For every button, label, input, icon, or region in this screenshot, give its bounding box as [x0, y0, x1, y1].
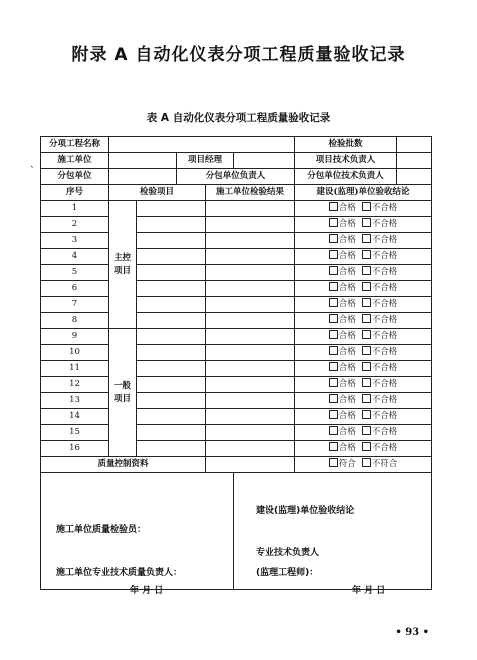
result-cell[interactable] — [206, 233, 295, 249]
result-cell[interactable] — [206, 361, 295, 377]
contractor-label: 施工单位 — [41, 153, 109, 169]
checkbox-label: 不合格 — [371, 283, 398, 293]
project-manager-label: 项目经理 — [177, 153, 234, 169]
signature-date-left: 年 月 日 — [130, 586, 164, 596]
checkbox-label: 合格 — [338, 411, 356, 421]
checkbox-label: 不合格 — [371, 331, 398, 341]
checkbox-option[interactable] — [362, 298, 398, 311]
row-seq: 1 — [41, 201, 109, 217]
checkbox-option[interactable] — [362, 426, 398, 439]
item-cell[interactable] — [137, 377, 206, 393]
row-seq: 3 — [41, 233, 109, 249]
checkbox-icon[interactable] — [329, 234, 338, 243]
conclusion-cell — [295, 361, 432, 377]
table-row — [41, 313, 432, 329]
checkbox-label: 不合格 — [371, 411, 398, 421]
checkbox-label: 不合格 — [371, 379, 398, 389]
checkbox-icon[interactable] — [362, 282, 371, 291]
conclusion-cell — [295, 393, 432, 409]
table-row — [41, 281, 432, 297]
checkbox-icon[interactable] — [362, 234, 371, 243]
item-cell[interactable] — [137, 265, 206, 281]
checkbox-icon[interactable] — [362, 202, 371, 211]
checkbox-option[interactable] — [329, 378, 356, 391]
result-cell[interactable] — [206, 217, 295, 233]
checkbox-icon[interactable] — [362, 378, 371, 387]
table-row — [41, 409, 432, 425]
item-cell[interactable] — [137, 361, 206, 377]
sub-lead-label: 分包单位负责人 — [177, 169, 295, 185]
result-cell[interactable] — [206, 441, 295, 457]
conclusion-cell — [295, 201, 432, 217]
conclusion-cell — [295, 265, 432, 281]
checkbox-option[interactable] — [362, 330, 398, 343]
table-row — [41, 361, 432, 377]
checkbox-icon[interactable] — [329, 346, 338, 355]
checkbox-option[interactable] — [329, 410, 356, 423]
table-row — [41, 265, 432, 281]
row-seq: 4 — [41, 249, 109, 265]
table-row — [41, 329, 432, 345]
checkbox-label: 合格 — [338, 251, 356, 261]
table-row — [41, 425, 432, 441]
item-cell[interactable] — [137, 409, 206, 425]
checkbox-label: 不合格 — [371, 443, 398, 453]
group-label: 主控项目 — [113, 252, 131, 276]
conclusion-cell — [295, 297, 432, 313]
result-cell[interactable] — [206, 313, 295, 329]
margin-mark: 、 — [30, 160, 40, 170]
checkbox-icon[interactable] — [329, 298, 338, 307]
checkbox-option[interactable] — [362, 378, 398, 391]
checkbox-icon[interactable] — [362, 410, 371, 419]
checkbox-option[interactable] — [329, 298, 356, 311]
item-cell[interactable] — [137, 281, 206, 297]
project-name-label: 分项工程名称 — [41, 137, 109, 153]
checkbox-label: 不合格 — [371, 315, 398, 325]
checkbox-icon[interactable] — [362, 298, 371, 307]
qc-label: 质量控制资料 — [41, 457, 206, 473]
row-seq: 11 — [41, 361, 109, 377]
page-number: • 93 • — [395, 627, 429, 638]
checkbox-label: 合格 — [338, 395, 356, 405]
checkbox-option[interactable] — [362, 410, 398, 423]
table-caption: 表 A 自动化仪表分项工程质量验收记录 — [146, 112, 331, 124]
batch-count-label: 检验批数 — [295, 137, 397, 153]
result-cell[interactable] — [206, 249, 295, 265]
checkbox-icon[interactable] — [329, 442, 338, 451]
table-row — [41, 249, 432, 265]
checkbox-label: 合格 — [338, 283, 356, 293]
row-seq: 12 — [41, 377, 109, 393]
checkbox-option[interactable] — [329, 250, 356, 263]
checkbox-option[interactable] — [362, 314, 398, 327]
checkbox-option[interactable] — [329, 202, 356, 215]
signature-date-right: 年 月 日 — [352, 586, 386, 596]
item-cell[interactable] — [137, 313, 206, 329]
checkbox-option[interactable] — [329, 394, 356, 407]
result-cell[interactable] — [206, 409, 295, 425]
row-seq: 2 — [41, 217, 109, 233]
contractor-field[interactable] — [109, 153, 177, 169]
group-general — [109, 329, 137, 457]
sub-tech-lead-label: 分包单位技术负责人 — [295, 169, 397, 185]
checkbox-label: 不符合 — [371, 459, 398, 469]
checkbox-option[interactable] — [362, 458, 398, 471]
conclusion-cell — [295, 313, 432, 329]
checkbox-icon[interactable] — [329, 266, 338, 275]
checkbox-icon[interactable] — [329, 394, 338, 403]
checkbox-option[interactable] — [329, 458, 356, 471]
supervisor-conclusion-header: 建设(监理)单位验收结论 — [295, 185, 432, 201]
checkbox-label: 合格 — [338, 379, 356, 389]
result-cell[interactable] — [206, 329, 295, 345]
item-cell[interactable] — [137, 425, 206, 441]
checkbox-option[interactable] — [329, 346, 356, 359]
signature-engineer-label: (监理工程师)： — [256, 568, 319, 578]
checkbox-label: 合格 — [338, 203, 356, 213]
checkbox-icon[interactable] — [329, 250, 338, 259]
table-row — [41, 441, 432, 457]
row-seq: 6 — [41, 281, 109, 297]
item-cell[interactable] — [137, 201, 206, 217]
table-row — [41, 233, 432, 249]
checkbox-label: 不合格 — [371, 203, 398, 213]
result-cell[interactable] — [206, 281, 295, 297]
checkbox-label: 不合格 — [371, 299, 398, 309]
item-cell[interactable] — [137, 345, 206, 361]
item-cell[interactable] — [137, 233, 206, 249]
checkbox-label: 合格 — [338, 331, 356, 341]
checkbox-label: 合格 — [338, 427, 356, 437]
checkbox-option[interactable] — [329, 234, 356, 247]
row-seq: 9 — [41, 329, 109, 345]
checkbox-icon[interactable] — [329, 218, 338, 227]
table-row — [41, 297, 432, 313]
result-cell[interactable] — [206, 201, 295, 217]
conclusion-cell — [295, 233, 432, 249]
checkbox-label: 合格 — [338, 315, 356, 325]
checkbox-option[interactable] — [329, 266, 356, 279]
project-name-field[interactable] — [109, 137, 295, 153]
item-cell[interactable] — [137, 393, 206, 409]
result-cell[interactable] — [206, 393, 295, 409]
batch-count-field[interactable] — [397, 137, 432, 153]
group-label: 一般项目 — [113, 380, 131, 404]
checkbox-option[interactable] — [362, 218, 398, 231]
conclusion-cell — [295, 377, 432, 393]
checkbox-option[interactable] — [329, 442, 356, 455]
item-cell[interactable] — [137, 441, 206, 457]
checkbox-option[interactable] — [362, 234, 398, 247]
checkbox-label: 合格 — [338, 443, 356, 453]
checkbox-icon[interactable] — [329, 362, 338, 371]
contractor-result-header: 施工单位检验结果 — [206, 185, 295, 201]
signature-supervisor-tech-label: 专业技术负责人 — [256, 548, 320, 558]
conclusion-cell — [295, 457, 432, 473]
item-header: 检验项目 — [109, 185, 206, 201]
row-seq: 10 — [41, 345, 109, 361]
checkbox-icon[interactable] — [362, 250, 371, 259]
item-cell[interactable] — [137, 297, 206, 313]
table-row — [41, 345, 432, 361]
checkbox-icon[interactable] — [329, 314, 338, 323]
checkbox-label: 符合 — [338, 459, 356, 469]
sub-tech-lead-field[interactable] — [397, 169, 432, 185]
checkbox-icon[interactable] — [362, 442, 371, 451]
checkbox-option[interactable] — [329, 218, 356, 231]
result-cell[interactable] — [206, 377, 295, 393]
row-seq: 13 — [41, 393, 109, 409]
conclusion-cell — [295, 345, 432, 361]
checkbox-label: 不合格 — [371, 363, 398, 373]
group-main — [109, 201, 137, 329]
tech-lead-field[interactable] — [397, 153, 432, 169]
checkbox-icon[interactable] — [329, 426, 338, 435]
result-cell[interactable] — [206, 265, 295, 281]
table-row — [41, 377, 432, 393]
conclusion-cell — [295, 329, 432, 345]
project-manager-field[interactable] — [234, 153, 295, 169]
checkbox-icon[interactable] — [329, 282, 338, 291]
conclusion-cell — [295, 425, 432, 441]
item-cell[interactable] — [137, 217, 206, 233]
row-seq: 8 — [41, 313, 109, 329]
checkbox-option[interactable] — [362, 394, 398, 407]
table-row — [41, 393, 432, 409]
checkbox-icon[interactable] — [362, 394, 371, 403]
row-seq: 14 — [41, 409, 109, 425]
checkbox-label: 合格 — [338, 347, 356, 357]
conclusion-cell — [295, 281, 432, 297]
checkbox-option[interactable] — [362, 346, 398, 359]
checkbox-label: 合格 — [338, 235, 356, 245]
tech-lead-label: 项目技术负责人 — [295, 153, 397, 169]
checkbox-option[interactable] — [362, 362, 398, 375]
checkbox-label: 不合格 — [371, 427, 398, 437]
checkbox-label: 合格 — [338, 219, 356, 229]
checkbox-option[interactable] — [362, 282, 398, 295]
checkbox-label: 合格 — [338, 267, 356, 277]
checkbox-icon[interactable] — [362, 266, 371, 275]
qc-result-cell[interactable] — [206, 457, 295, 473]
row-seq: 15 — [41, 425, 109, 441]
checkbox-label: 合格 — [338, 363, 356, 373]
checkbox-option[interactable] — [329, 426, 356, 439]
checkbox-icon[interactable] — [329, 458, 338, 467]
checkbox-label: 不合格 — [371, 251, 398, 261]
checkbox-option[interactable] — [362, 202, 398, 215]
result-cell[interactable] — [206, 345, 295, 361]
row-seq: 16 — [41, 441, 109, 457]
checkbox-icon[interactable] — [329, 378, 338, 387]
item-cell[interactable] — [137, 249, 206, 265]
checkbox-option[interactable] — [362, 442, 398, 455]
checkbox-option[interactable] — [362, 266, 398, 279]
result-cell[interactable] — [206, 297, 295, 313]
conclusion-cell — [295, 409, 432, 425]
conclusion-cell — [295, 249, 432, 265]
checkbox-icon[interactable] — [362, 330, 371, 339]
qc-row — [41, 457, 432, 473]
checkbox-icon[interactable] — [362, 314, 371, 323]
checkbox-icon[interactable] — [362, 426, 371, 435]
result-cell[interactable] — [206, 425, 295, 441]
table-row — [41, 217, 432, 233]
checkbox-icon[interactable] — [329, 410, 338, 419]
checkbox-option[interactable] — [329, 314, 356, 327]
row-seq: 5 — [41, 265, 109, 281]
checkbox-icon[interactable] — [362, 218, 371, 227]
checkbox-option[interactable] — [329, 330, 356, 343]
checkbox-option[interactable] — [362, 250, 398, 263]
signature-contractor-tech-label: 施工单位专业技术质量负责人： — [56, 568, 183, 578]
checkbox-option[interactable] — [329, 362, 356, 375]
item-cell[interactable] — [137, 329, 206, 345]
checkbox-icon[interactable] — [329, 202, 338, 211]
conclusion-cell — [295, 217, 432, 233]
row-seq: 7 — [41, 297, 109, 313]
checkbox-label: 不合格 — [371, 347, 398, 357]
checkbox-label: 不合格 — [371, 235, 398, 245]
appendix-title: 附录 A 自动化仪表分项工程质量验收记录 — [71, 45, 406, 65]
signature-conclusion-label: 建设(监理)单位验收结论 — [256, 506, 355, 516]
subcontractor-field[interactable] — [109, 169, 177, 185]
checkbox-label: 不合格 — [371, 395, 398, 405]
table-row — [41, 201, 432, 217]
conclusion-cell — [295, 441, 432, 457]
signature-inspector-label: 施工单位质量检验员： — [56, 525, 147, 535]
checkbox-label: 合格 — [338, 299, 356, 309]
subcontractor-label: 分包单位 — [41, 169, 109, 185]
checkbox-label: 不合格 — [371, 267, 398, 277]
checkbox-icon[interactable] — [362, 362, 371, 371]
seq-header: 序号 — [41, 185, 109, 201]
checkbox-icon[interactable] — [329, 330, 338, 339]
checkbox-icon[interactable] — [362, 346, 371, 355]
checkbox-label: 不合格 — [371, 219, 398, 229]
checkbox-icon[interactable] — [362, 458, 371, 467]
checkbox-option[interactable] — [329, 282, 356, 295]
